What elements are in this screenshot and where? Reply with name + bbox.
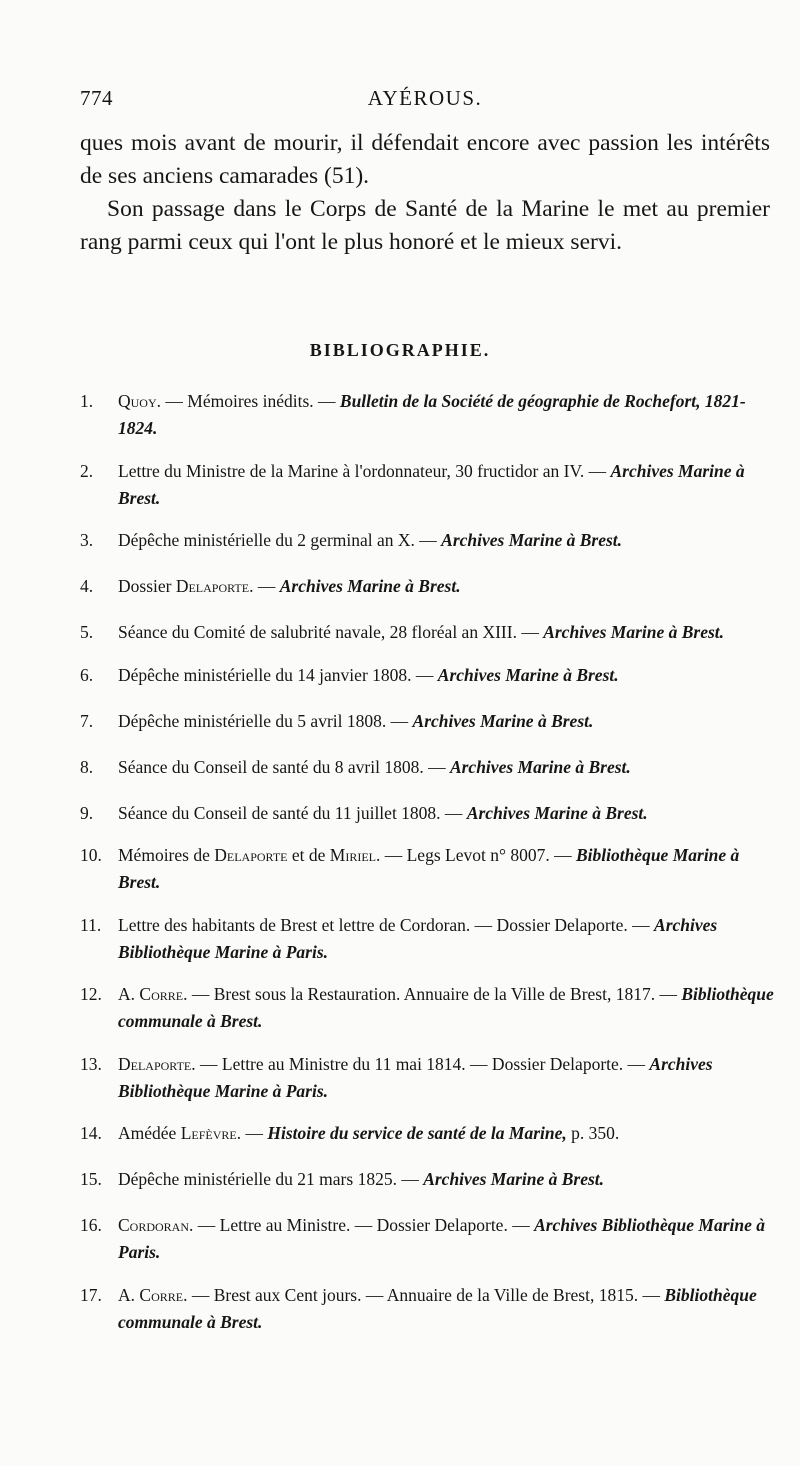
- entry-source: Archives Marine à Brest.: [118, 460, 745, 508]
- entry-text: — Brest sous la Restauration. Annuaire de la Ville de Brest, 1817. —: [187, 984, 682, 1004]
- entry-number: 13.: [80, 1053, 102, 1074]
- entry-source: Bulletin de la Société de géographie de Rochefort, 1821-1824.: [118, 391, 746, 438]
- entry-author: Delaporte.: [118, 1053, 196, 1074]
- entry-source: Archives Marine à Brest.: [437, 664, 619, 685]
- page-header: [80, 86, 770, 116]
- entry-source: Archives Marine à Brest.: [423, 1169, 605, 1189]
- entry-source: Bibliothèque communale à Brest.: [118, 984, 774, 1031]
- paragraph-2: Son passage dans le Corps de Santé de la Marine le met au premier rang parmi ceux qui l'ont le plus honoré et le mieux servi.: [80, 196, 770, 255]
- entry-text: Dossier: [118, 576, 176, 596]
- bibliography-entry: [80, 1120, 780, 1147]
- entry-text: Mémoires de: [118, 845, 215, 865]
- entry-number: 9.: [80, 802, 94, 823]
- bibliography-entry: [80, 912, 780, 966]
- bibliography-entry: [80, 842, 780, 896]
- entry-text: Lettre des habitants de Brest et lettre de Cordoran. — Dossier Delaporte. —: [118, 914, 655, 935]
- bibliography-entry: [80, 1282, 780, 1336]
- bibliography-entry: [80, 981, 780, 1035]
- entry-source: Histoire du service de santé de la Marine,: [267, 1123, 567, 1143]
- entry-text: Dépêche ministérielle du 5 avril 1808. —: [118, 710, 413, 731]
- entry-author: Miriel.: [329, 845, 381, 865]
- entry-author: Corre.: [139, 1284, 188, 1305]
- entry-author: Delaporte: [214, 845, 288, 865]
- entry-text: Séance du Conseil de santé du 8 avril 1808. —: [118, 756, 450, 777]
- entry-number: 5.: [80, 622, 94, 642]
- entry-number: 12.: [80, 984, 102, 1004]
- entry-text: Séance du Comité de salubrité navale, 28 floréal an XIII. —: [118, 622, 544, 642]
- entry-source: Archives Bibliothèque Marine à Paris.: [118, 914, 718, 962]
- entry-text: — Mémoires inédits. —: [161, 391, 340, 411]
- entry-source: Archives Marine à Brest.: [441, 530, 623, 550]
- page-number: 774: [80, 86, 113, 110]
- bibliography-entry: [80, 573, 780, 600]
- entry-number: 6.: [80, 664, 94, 685]
- entry-text: — Lettre au Ministre. — Dossier Delaporte. —: [193, 1215, 535, 1235]
- entry-text: — Legs Levot n° 8007. —: [380, 845, 576, 865]
- entry-author: Corre.: [139, 984, 188, 1004]
- entry-number: 2.: [80, 460, 94, 481]
- entry-number: 15.: [80, 1169, 102, 1189]
- entry-text: Dépêche ministérielle du 21 mars 1825. —: [118, 1169, 424, 1189]
- bibliography-entry: [80, 662, 780, 689]
- bibliography-entry: [80, 527, 780, 554]
- entry-number: 11.: [80, 914, 102, 935]
- entry-source: Archives Bibliothèque Marine à Paris.: [118, 1053, 713, 1101]
- bibliography-title: BIBLIOGRAPHIE.: [309, 340, 491, 360]
- entry-source: Archives Bibliothèque Marine à Paris.: [118, 1215, 765, 1262]
- entry-text: — Brest aux Cent jours. — Annuaire de la Ville de Brest, 1815. —: [187, 1284, 665, 1305]
- bibliography-entry: [80, 1051, 780, 1105]
- entry-source: Archives Marine à Brest.: [449, 756, 631, 777]
- entry-source: Archives Marine à Brest.: [543, 622, 725, 642]
- entry-source: Bibliothèque communale à Brest.: [118, 1284, 757, 1332]
- entry-prefix: Amédée: [118, 1123, 181, 1143]
- entry-text: Lettre du Ministre de la Marine à l'ordonnateur, 30 fructidor an IV. —: [118, 460, 611, 481]
- entry-text: Séance du Conseil de santé du 11 juillet 1808. —: [118, 802, 467, 823]
- entry-separator: —: [253, 576, 280, 596]
- bibliography-entry: [80, 708, 780, 735]
- entry-source: Archives Marine à Brest.: [279, 576, 461, 596]
- paragraph-1: ques mois avant de mourir, il défendait encore avec passion les intérêts de ses anciens camarades (51).: [80, 130, 770, 189]
- body-text: [80, 127, 770, 259]
- entry-text: Dépêche ministérielle du 14 janvier 1808. —: [118, 664, 438, 685]
- entry-number: 10.: [80, 845, 102, 865]
- entry-author: Quoy.: [118, 391, 162, 411]
- entry-number: 8.: [80, 756, 94, 777]
- bibliography-list: [80, 388, 780, 1351]
- entry-source: Archives Marine à Brest.: [466, 802, 648, 823]
- entry-number: 17.: [80, 1284, 102, 1305]
- entry-source: Archives Marine à Brest.: [412, 710, 594, 731]
- entry-number: 1.: [80, 391, 94, 411]
- running-head: AYÉROUS.: [367, 86, 483, 110]
- bibliography-entry: [80, 458, 780, 512]
- entry-author: Lefèvre.: [180, 1123, 242, 1143]
- bibliography-entry: [80, 800, 780, 827]
- entry-text: —: [241, 1123, 268, 1143]
- bibliography-entry: [80, 1166, 780, 1193]
- entry-number: 16.: [80, 1215, 102, 1235]
- entry-prefix: A.: [118, 1284, 140, 1305]
- entry-number: 14.: [80, 1123, 102, 1143]
- entry-text: — Lettre au Ministre du 11 mai 1814. — Dossier Delaporte. —: [195, 1053, 650, 1074]
- entry-text: Dépêche ministérielle du 2 germinal an X. —: [118, 530, 442, 550]
- entry-number: 4.: [80, 576, 94, 596]
- bibliography-entry: [80, 619, 780, 646]
- entry-suffix: p. 350.: [566, 1123, 620, 1143]
- bibliography-entry: [80, 1212, 780, 1266]
- entry-number: 3.: [80, 530, 94, 550]
- entry-author: Delaporte.: [175, 576, 254, 596]
- entry-text: et de: [287, 845, 330, 865]
- entry-source: Bibliothèque Marine à Brest.: [118, 845, 740, 892]
- bibliography-entry: [80, 754, 780, 781]
- entry-number: 7.: [80, 710, 94, 731]
- entry-prefix: A.: [118, 984, 140, 1004]
- entry-author: Cordoran.: [118, 1215, 194, 1235]
- bibliography-entry: [80, 388, 780, 442]
